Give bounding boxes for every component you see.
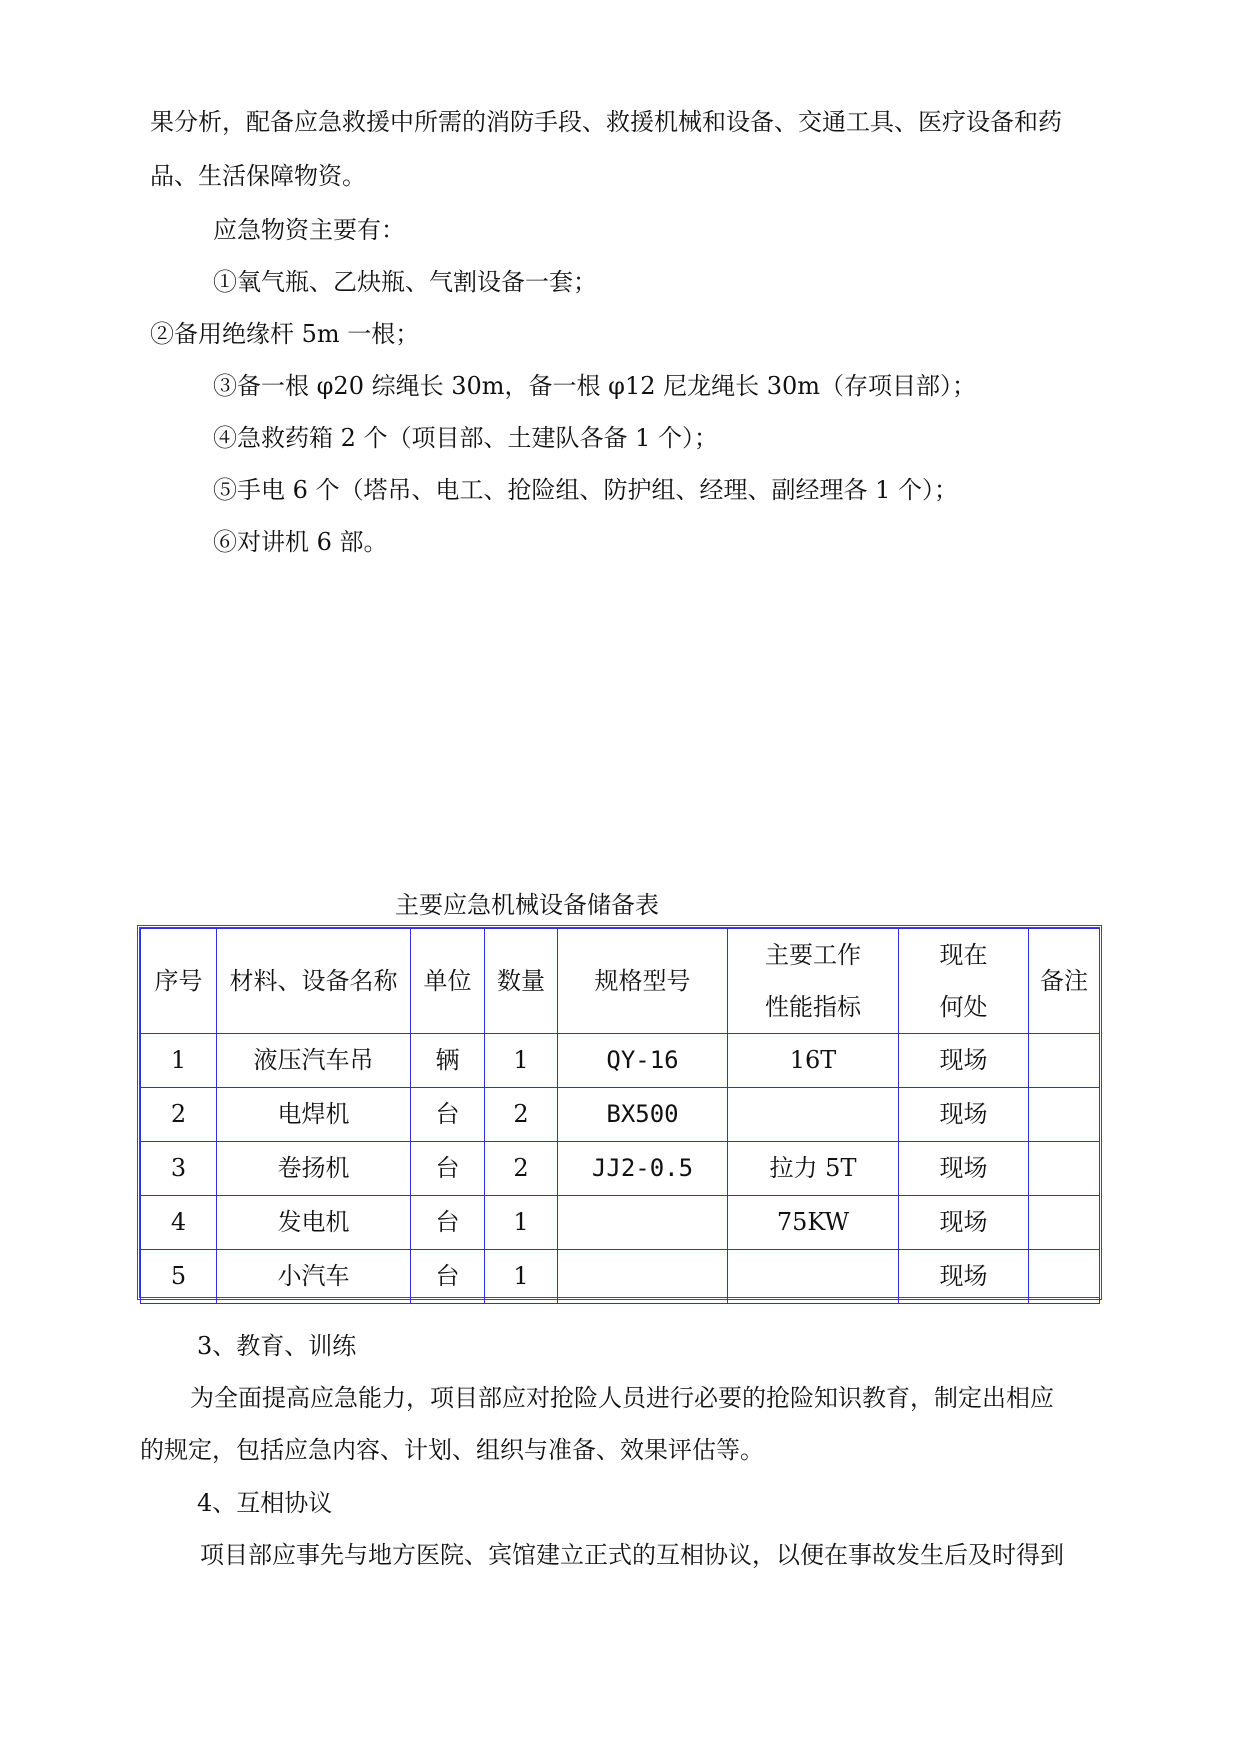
cell-remark: [1029, 1142, 1100, 1196]
cell-no: 3: [141, 1142, 217, 1196]
header-cell-name: 材料、设备名称: [217, 929, 411, 1034]
header-performance-line2: 性能指标: [765, 993, 861, 1021]
paragraph-line: 为全面提高应急能力，项目部应对抢险人员进行必要的抢险知识教育，制定出相应: [190, 1384, 1054, 1412]
cell-no: 5: [141, 1250, 217, 1304]
cell-unit: 台: [411, 1142, 485, 1196]
list-item: ②备用绝缘杆 5m 一根；: [150, 320, 420, 348]
table-header-row: [141, 929, 1100, 1034]
list-item: ④急救药箱 2 个（项目部、土建队各备 1 个）；: [213, 424, 719, 452]
cell-remark: [1029, 1250, 1100, 1304]
list-item: ⑥对讲机 6 部。: [213, 528, 388, 556]
cell-name: 电焊机: [217, 1088, 411, 1142]
cell-remark: [1029, 1034, 1100, 1088]
cell-qty: 1: [485, 1196, 558, 1250]
header-cell-location: [899, 929, 1029, 1034]
cell-location: 现场: [899, 1088, 1029, 1142]
cell-unit: 辆: [411, 1034, 485, 1088]
section-heading: 4、互相协议: [197, 1489, 333, 1517]
cell-name: 小汽车: [217, 1250, 411, 1304]
header-cell-spec: 规格型号: [558, 929, 728, 1034]
header-location-line2: 何处: [939, 993, 988, 1021]
list-item: ⑤手电 6 个（塔吊、电工、抢险组、防护组、经理、副经理各 1 个）；: [213, 476, 959, 504]
header-cell-unit: 单位: [411, 929, 485, 1034]
header-cell-qty: 数量: [485, 929, 558, 1034]
cell-name: 液压汽车吊: [217, 1034, 411, 1088]
paragraph-line: 应急物资主要有：: [213, 216, 405, 244]
cell-performance: [728, 1250, 899, 1304]
cell-qty: 1: [485, 1250, 558, 1304]
cell-location: 现场: [899, 1034, 1029, 1088]
table-row: [141, 1088, 1100, 1142]
section-heading: 3、教育、训练: [197, 1332, 357, 1360]
cell-remark: [1029, 1196, 1100, 1250]
table-title: 主要应急机械设备储备表: [395, 891, 659, 919]
cell-spec: [558, 1250, 728, 1304]
header-cell-no: 序号: [141, 929, 217, 1034]
cell-spec: BX500: [558, 1088, 728, 1142]
cell-performance: [728, 1088, 899, 1142]
cell-location: 现场: [899, 1142, 1029, 1196]
cell-name: 卷扬机: [217, 1142, 411, 1196]
table-row: [141, 1196, 1100, 1250]
cell-performance: 16T: [728, 1034, 899, 1088]
equipment-table-frame: [137, 925, 1102, 1300]
cell-no: 2: [141, 1088, 217, 1142]
cell-spec: JJ2-0.5: [558, 1142, 728, 1196]
cell-name: 发电机: [217, 1196, 411, 1250]
cell-unit: 台: [411, 1088, 485, 1142]
cell-spec: QY-16: [558, 1034, 728, 1088]
equipment-table: [140, 928, 1100, 1304]
header-location-line1: 现在: [939, 941, 988, 969]
header-cell-remark: 备注: [1029, 929, 1100, 1034]
cell-no: 4: [141, 1196, 217, 1250]
paragraph-line: 的规定，包括应急内容、计划、组织与准备、效果评估等。: [140, 1436, 764, 1464]
cell-performance: 拉力 5T: [728, 1142, 899, 1196]
cell-spec: [558, 1196, 728, 1250]
header-performance-line1: 主要工作: [765, 941, 861, 969]
table-row: [141, 1034, 1100, 1088]
list-item: ①氧气瓶、乙炔瓶、气割设备一套；: [213, 268, 597, 296]
cell-unit: 台: [411, 1250, 485, 1304]
table-row: [141, 1142, 1100, 1196]
cell-performance: 75KW: [728, 1196, 899, 1250]
paragraph-line: 果分析，配备应急救援中所需的消防手段、救援机械和设备、交通工具、医疗设备和药: [150, 108, 1062, 136]
header-cell-performance: [728, 929, 899, 1034]
cell-no: 1: [141, 1034, 217, 1088]
cell-qty: 1: [485, 1034, 558, 1088]
cell-unit: 台: [411, 1196, 485, 1250]
cell-location: 现场: [899, 1250, 1029, 1304]
cell-qty: 2: [485, 1142, 558, 1196]
paragraph-line: 品、生活保障物资。: [150, 162, 366, 190]
table-row: [141, 1250, 1100, 1304]
cell-location: 现场: [899, 1196, 1029, 1250]
list-item: ③备一根 φ20 综绳长 30m，备一根 φ12 尼龙绳长 30m（存项目部）；: [213, 372, 977, 400]
paragraph-line: 项目部应事先与地方医院、宾馆建立正式的互相协议，以便在事故发生后及时得到: [200, 1541, 1064, 1569]
cell-qty: 2: [485, 1088, 558, 1142]
cell-remark: [1029, 1088, 1100, 1142]
